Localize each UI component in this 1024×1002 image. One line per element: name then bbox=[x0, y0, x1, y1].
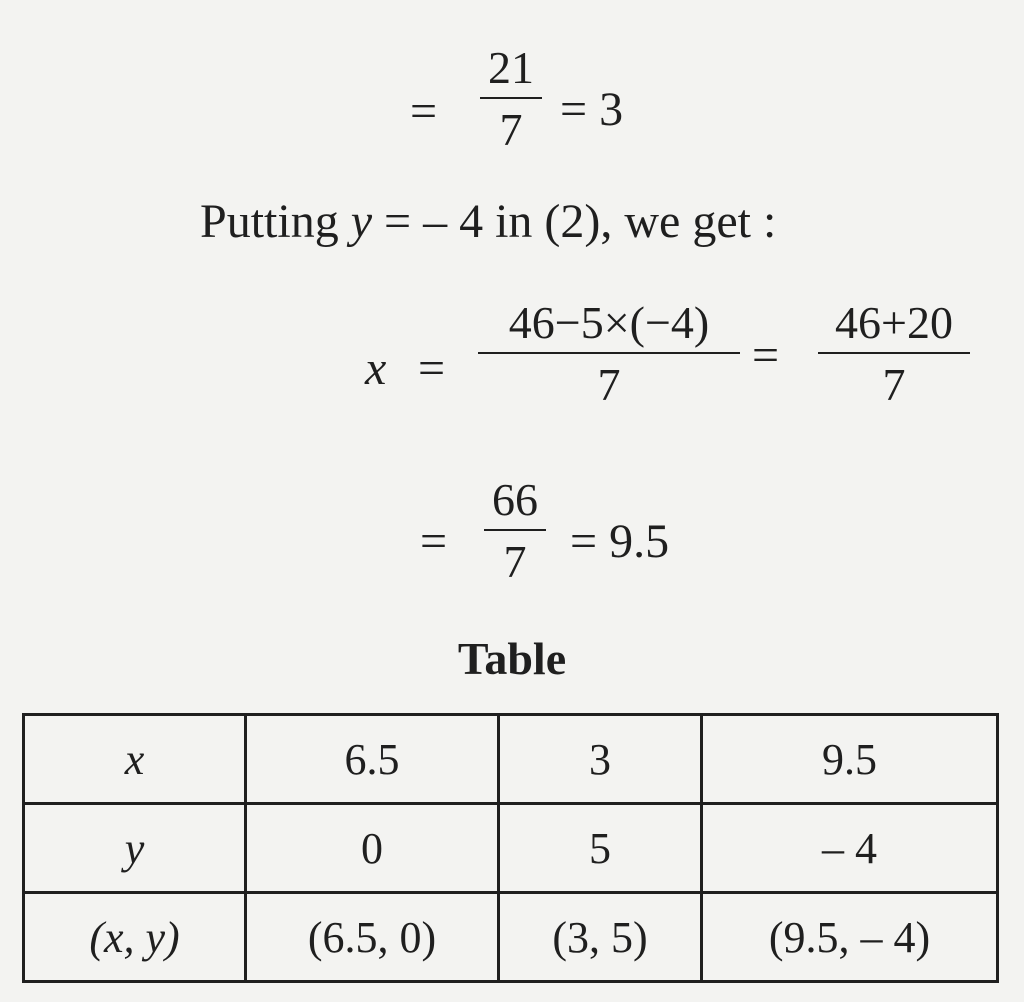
table-cell: 9.5 bbox=[702, 715, 998, 804]
fraction-66-over-7 bbox=[484, 474, 546, 587]
fraction-denominator: 7 bbox=[499, 104, 523, 155]
table-cell: (6.5, 0) bbox=[246, 893, 499, 982]
fraction-bar bbox=[818, 352, 970, 354]
fraction-21-over-7 bbox=[480, 42, 542, 155]
table-cell: – 4 bbox=[702, 804, 998, 893]
fraction-bar bbox=[480, 97, 542, 99]
table-cell: (9.5, – 4) bbox=[702, 893, 998, 982]
sentence-part: Putting bbox=[200, 195, 351, 248]
fraction-expression bbox=[818, 297, 970, 410]
fraction-denominator: 7 bbox=[503, 536, 527, 587]
fraction-numerator: 46−5×(−4) bbox=[508, 297, 710, 348]
fraction-numerator: 66 bbox=[492, 474, 538, 525]
table-cell: 0 bbox=[246, 804, 499, 893]
table-cell: 3 bbox=[499, 715, 702, 804]
values-table bbox=[22, 713, 999, 983]
variable-x: x bbox=[365, 342, 387, 395]
table-title: Table bbox=[457, 633, 567, 684]
fraction-expression bbox=[478, 297, 740, 410]
result-text: = 9.5 bbox=[570, 515, 670, 568]
fraction-denominator: 7 bbox=[882, 359, 906, 410]
table-cell: (3, 5) bbox=[499, 893, 702, 982]
table-row bbox=[24, 715, 998, 804]
table-row bbox=[24, 893, 998, 982]
equals-sign: = bbox=[410, 85, 438, 138]
fraction-bar bbox=[478, 352, 740, 354]
table-row-header-x: x bbox=[24, 715, 246, 804]
equals-sign: = bbox=[420, 515, 448, 568]
fraction-denominator: 7 bbox=[597, 359, 621, 410]
table-cell: 6.5 bbox=[246, 715, 499, 804]
table-cell: 5 bbox=[499, 804, 702, 893]
equals-sign: = bbox=[752, 329, 780, 382]
equals-sign: = bbox=[418, 342, 446, 395]
fraction-numerator: 21 bbox=[488, 42, 534, 93]
fraction-bar bbox=[484, 529, 546, 531]
variable-y: y bbox=[350, 195, 373, 248]
result-text: = 3 bbox=[560, 83, 624, 136]
table-row bbox=[24, 804, 998, 893]
fraction-numerator: 46+20 bbox=[835, 297, 953, 348]
sentence-part: = – 4 in (2), we get : bbox=[372, 195, 777, 248]
table-row-header-xy: (x, y) bbox=[24, 893, 246, 982]
putting-sentence bbox=[200, 195, 777, 248]
table-row-header-y: y bbox=[24, 804, 246, 893]
